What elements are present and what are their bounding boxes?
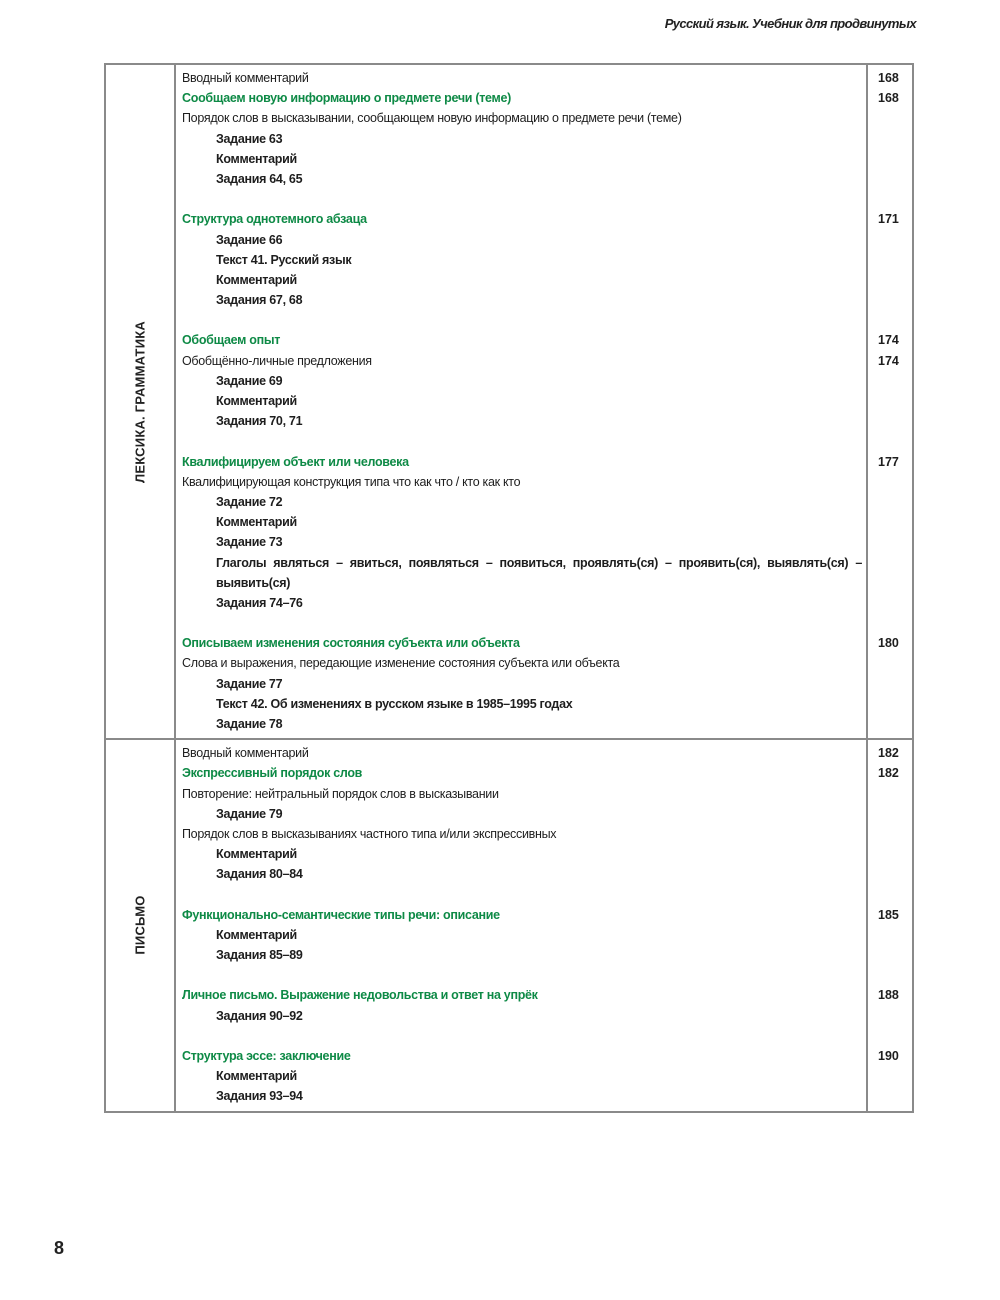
toc-page-number [878,230,912,250]
toc-page-number: 174 [878,333,899,348]
toc-page-number [878,1066,912,1086]
toc-page-number [878,653,912,673]
toc-heading[interactable]: Функционально-семантические типы речи: описание [182,907,500,922]
toc-page-number [878,593,912,613]
toc-page-number [878,189,912,209]
table-of-contents [104,63,914,1113]
toc-subitem[interactable]: Задания 74–76 [216,595,303,610]
toc-page-number [878,1086,912,1106]
toc-page-number [878,149,912,169]
toc-page-number [878,492,912,512]
toc-topic[interactable]: Слова и выражения, передающие изменение состояния субъекта или объекта [182,656,620,671]
section-label-cell [105,739,175,1111]
toc-page-number: 171 [878,212,899,227]
toc-heading[interactable]: Квалифицируем объект или человека [182,454,409,469]
toc-page-number [878,965,912,985]
toc-heading[interactable]: Личное письмо. Выражение недовольства и ответ на упрёк [182,988,538,1003]
toc-subitem[interactable]: Задание 73 [216,535,283,550]
toc-heading[interactable]: Описываем изменения состояния субъекта или объекта [182,636,520,651]
toc-page-number [878,784,912,804]
toc-page-number [878,129,912,149]
toc-page-number [878,472,912,492]
toc-page-number: 168 [878,91,899,106]
toc-subitem[interactable]: Задания 70, 71 [216,414,303,429]
toc-spacer [182,885,866,905]
toc-heading[interactable]: Обобщаем опыт [182,333,281,348]
toc-topic[interactable]: Порядок слов в высказывании, сообщающем новую информацию о предмете речи (теме) [182,111,682,126]
toc-page-number [878,613,912,633]
toc-subitem[interactable]: Задание 79 [216,806,283,821]
toc-topic[interactable]: Вводный комментарий [182,71,309,85]
toc-page-number [878,945,912,965]
toc-page-number [878,694,912,714]
toc-page-number: 174 [878,353,899,368]
toc-subitem[interactable]: Задания 64, 65 [216,171,303,186]
toc-page-number: 190 [878,1049,899,1064]
toc-subitem[interactable]: Задание 77 [216,676,283,691]
toc-section [105,739,913,1111]
section-title: ЛЕКСИКА. ГРАММАТИКА [132,320,148,483]
toc-subitem[interactable]: Комментарий [216,394,297,408]
toc-subitem[interactable]: Задание 63 [216,131,283,146]
toc-page-number: 182 [878,766,899,781]
toc-page-number [878,674,912,694]
toc-page-number [878,169,912,189]
toc-topic[interactable]: Порядок слов в высказываниях частного типа и/или экспрессивных [182,826,557,841]
toc-page-number: 185 [878,907,899,922]
toc-subitem[interactable]: Задание 72 [216,494,283,509]
toc-page-number [878,864,912,884]
toc-subitem[interactable]: Задания 67, 68 [216,293,303,308]
toc-spacer [182,431,866,451]
toc-spacer [182,613,866,633]
toc-heading[interactable]: Структура эссе: заключение [182,1049,351,1064]
toc-subitem[interactable]: Задания 85–89 [216,948,303,963]
toc-page-number [878,885,912,905]
section-pages-cell [867,739,913,1111]
toc-subitem[interactable]: Глаголы являться – явиться, появляться – появиться, проявлять(ся) – проявить(ся), выявлять(ся) – выявить(ся) [216,555,862,590]
toc-heading[interactable]: Экспрессивный порядок слов [182,766,363,781]
toc-page-number [878,532,912,552]
toc-spacer [182,1026,866,1046]
toc-page-number [878,391,912,411]
toc-topic[interactable]: Обобщённо-личные предложения [182,353,372,368]
toc-subitem[interactable]: Задание 66 [216,232,283,247]
toc-section [105,64,913,739]
toc-page-number: 188 [878,988,899,1003]
section-entries-cell [175,64,867,739]
toc-subitem[interactable]: Комментарий [216,515,297,530]
toc-subitem[interactable]: Текст 41. Русский язык [216,252,352,267]
section-title: ПИСЬМО [132,895,148,956]
toc-heading[interactable]: Структура однотемного абзаца [182,212,367,227]
toc-spacer [182,310,866,330]
page-number: 8 [54,1238,65,1258]
toc-subitem[interactable]: Задание 69 [216,373,283,388]
toc-page-number [878,310,912,330]
toc-subitem[interactable]: Комментарий [216,151,297,166]
toc-page-number: 180 [878,636,899,651]
toc-topic[interactable]: Повторение: нейтральный порядок слов в высказывании [182,786,499,801]
toc-spacer [182,965,866,985]
toc-subitem[interactable]: Текст 42. Об изменениях в русском языке в 1985–1995 годах [216,696,573,711]
toc-page-number: 168 [878,71,899,85]
toc-page-number [878,824,912,844]
running-head: Русский язык. Учебник для продвинутых [664,16,916,31]
toc-page-number: 177 [878,454,899,469]
toc-heading[interactable]: Сообщаем новую информацию о предмете речи (теме) [182,91,511,106]
toc-page-spacer [878,573,912,593]
toc-topic[interactable]: Вводный комментарий [182,746,309,761]
toc-page-number [878,1006,912,1026]
toc-topic[interactable]: Квалифицирующая конструкция типа что как что / кто как кто [182,474,521,489]
toc-subitem[interactable]: Задания 80–84 [216,867,303,882]
toc-subitem[interactable]: Комментарий [216,847,297,862]
toc-subitem[interactable]: Комментарий [216,927,297,942]
toc-page-number [878,714,912,734]
toc-subitem[interactable]: Задания 93–94 [216,1089,303,1104]
toc-page-number [878,553,912,573]
toc-page-number [878,290,912,310]
toc-page-number [878,804,912,824]
toc-page-number [878,250,912,270]
section-entries-cell [175,739,867,1111]
toc-page-number [878,1026,912,1046]
toc-page-number [878,108,912,128]
section-pages-cell [867,64,913,739]
section-label-cell [105,64,175,739]
toc-spacer [182,189,866,209]
toc-page-number [878,411,912,431]
toc-subitem[interactable]: Комментарий [216,272,297,287]
toc-subitem[interactable]: Задание 78 [216,717,283,732]
toc-subitem[interactable]: Задания 90–92 [216,1008,303,1023]
toc-page-number [878,925,912,945]
toc-page-number [878,371,912,391]
toc-page-number [878,512,912,532]
toc-page-number [878,844,912,864]
toc-page-number [878,431,912,451]
toc-page-number [878,270,912,290]
toc-page-number: 182 [878,746,899,761]
toc-subitem[interactable]: Комментарий [216,1069,297,1084]
